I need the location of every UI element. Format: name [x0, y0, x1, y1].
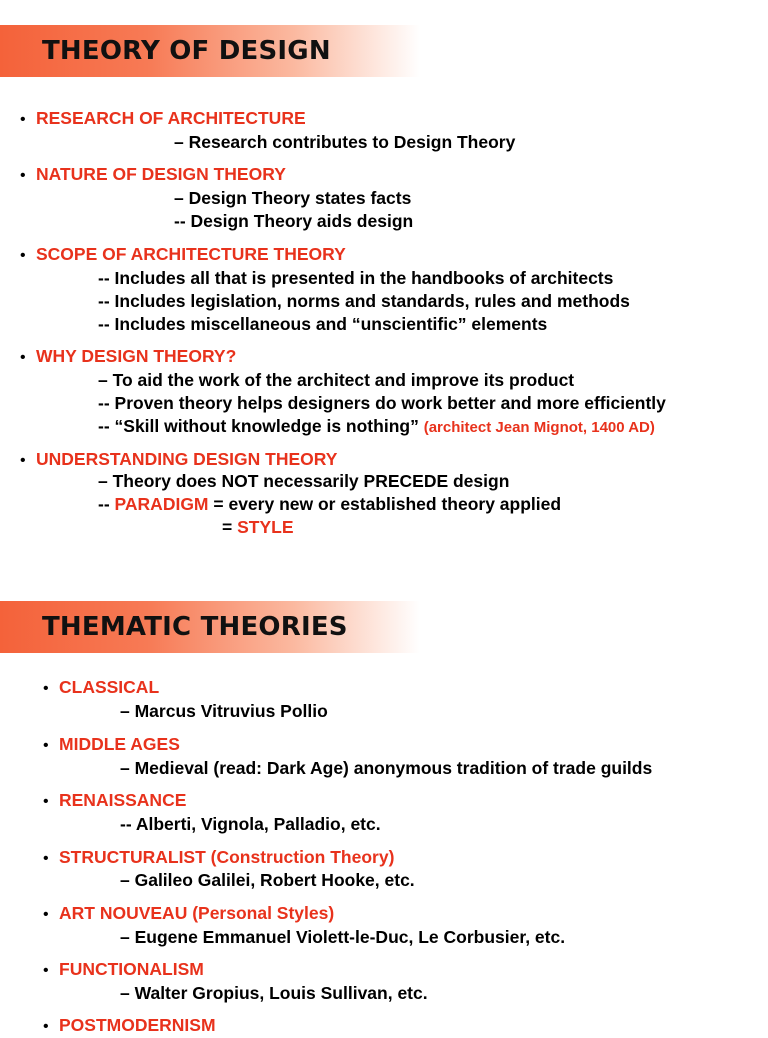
item-heading: RENAISSANCE	[59, 790, 187, 810]
section-title: THEORY OF DESIGN	[42, 36, 331, 66]
bullet-icon: •	[43, 793, 49, 810]
bullet-icon: •	[20, 167, 26, 184]
item-subline: -- Includes all that is presented in the handbooks of architects	[98, 268, 614, 288]
list-item	[20, 345, 236, 367]
style-prefix: =	[222, 517, 238, 537]
item-subline	[98, 415, 655, 437]
bullet-icon: •	[20, 452, 26, 469]
item-heading: ART NOUVEAU (Personal Styles)	[59, 903, 335, 923]
list-item	[20, 163, 286, 185]
bullet-icon: •	[43, 680, 49, 697]
item-heading: WHY DESIGN THEORY?	[36, 346, 237, 366]
list-item	[43, 676, 159, 698]
list-item	[43, 1014, 216, 1036]
item-subline: -- Proven theory helps designers do work better and more efficiently	[98, 393, 666, 413]
bullet-icon: •	[43, 906, 49, 923]
paradigm-line	[98, 493, 561, 515]
bullet-icon: •	[20, 111, 26, 128]
list-item	[43, 958, 204, 980]
bullet-icon: •	[43, 850, 49, 867]
item-subline: – Marcus Vitruvius Pollio	[120, 701, 328, 721]
item-heading: POSTMODERNISM	[59, 1015, 216, 1035]
item-subline: -- Design Theory aids design	[174, 211, 414, 231]
item-subline: – To aid the work of the architect and improve its product	[98, 370, 575, 390]
bullet-icon: •	[43, 962, 49, 979]
item-subline: – Walter Gropius, Louis Sullivan, etc.	[120, 983, 428, 1003]
item-subline: -- Alberti, Vignola, Palladio, etc.	[120, 814, 381, 834]
bullet-icon: •	[43, 1018, 49, 1035]
paradigm-rest: = every new or established theory applied	[208, 494, 562, 514]
item-subline: -- Includes legislation, norms and standards, rules and methods	[98, 291, 630, 311]
item-subline: – Medieval (read: Dark Age) anonymous tradition of trade guilds	[120, 758, 653, 778]
section-title: THEMATIC THEORIES	[42, 612, 348, 642]
bullet-icon: •	[20, 349, 26, 366]
section-banner-theory-of-design	[0, 25, 420, 77]
item-heading: NATURE OF DESIGN THEORY	[36, 164, 286, 184]
list-item	[20, 448, 337, 470]
item-heading: SCOPE OF ARCHITECTURE THEORY	[36, 244, 346, 264]
item-heading: MIDDLE AGES	[59, 734, 180, 754]
quote-source: (architect Jean Mignot, 1400 AD)	[423, 419, 655, 436]
item-subline: – Design Theory states facts	[174, 188, 412, 208]
paradigm-prefix: --	[98, 494, 115, 514]
item-heading: CLASSICAL	[59, 677, 160, 697]
item-heading: STRUCTURALIST (Construction Theory)	[59, 847, 395, 867]
bullet-icon: •	[43, 737, 49, 754]
quote-text: -- “Skill without knowledge is nothing”	[98, 416, 419, 436]
paradigm-word: PARADIGM	[114, 494, 209, 514]
section-banner-thematic-theories	[0, 601, 420, 653]
list-item	[43, 733, 180, 755]
list-item	[20, 243, 346, 265]
style-word: STYLE	[237, 517, 294, 537]
item-heading: RESEARCH OF ARCHITECTURE	[36, 108, 306, 128]
item-subline: – Galileo Galilei, Robert Hooke, etc.	[120, 870, 415, 890]
list-item	[20, 107, 306, 129]
item-subline: – Theory does NOT necessarily PRECEDE design	[98, 471, 510, 491]
item-heading: UNDERSTANDING DESIGN THEORY	[36, 449, 338, 469]
list-item	[43, 902, 334, 924]
bullet-icon: •	[20, 247, 26, 264]
list-item	[43, 846, 394, 868]
item-subline: – Eugene Emmanuel Violett-le-Duc, Le Corbusier, etc.	[120, 927, 566, 947]
item-subline: -- Includes miscellaneous and “unscientific” elements	[98, 314, 548, 334]
item-heading: FUNCTIONALISM	[59, 959, 204, 979]
list-item	[43, 789, 186, 811]
item-subline: – Research contributes to Design Theory	[174, 132, 516, 152]
style-line	[222, 516, 294, 538]
